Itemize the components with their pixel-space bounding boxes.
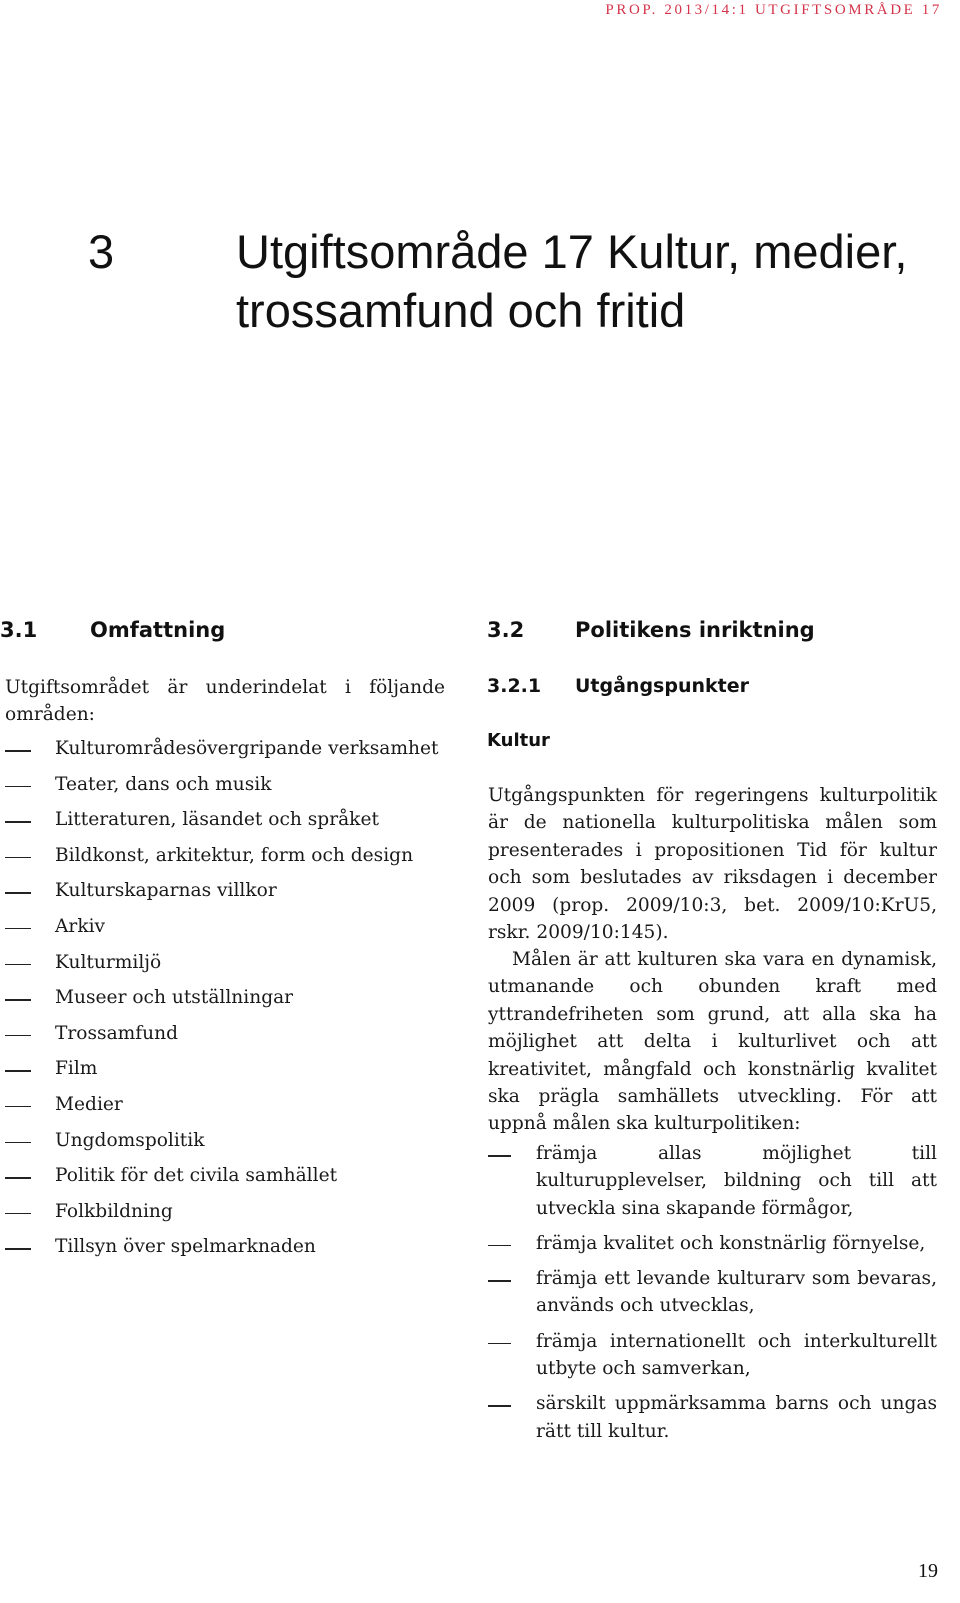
list-item: Teater, dans och musik <box>5 771 445 807</box>
section-3-2-1-title: Utgångspunkter <box>575 675 749 697</box>
chapter-title-line1: Utgiftsområde 17 Kultur, medier, <box>236 225 908 278</box>
dash-bullet <box>5 892 31 894</box>
section-3-2-heading <box>487 616 815 644</box>
dash-bullet <box>5 821 31 823</box>
list-item: Ungdomspolitik <box>5 1127 445 1163</box>
dash-bullet <box>5 750 31 752</box>
section-3-2-1-heading <box>487 673 749 699</box>
dash-bullet <box>5 1106 31 1108</box>
chapter-number: 3 <box>88 225 115 278</box>
dash-bullet <box>5 857 31 859</box>
section-3-1-number: 3.1 <box>0 618 38 642</box>
list-item: Medier <box>5 1091 445 1127</box>
list-item: Folkbildning <box>5 1198 445 1234</box>
dash-bullet <box>5 964 31 966</box>
section-3-2-title: Politikens inriktning <box>575 618 815 642</box>
dash-bullet <box>488 1280 511 1282</box>
dash-bullet <box>5 1213 31 1215</box>
dash-bullet <box>488 1343 511 1345</box>
dash-bullet <box>488 1405 511 1407</box>
section-3-1-title: Omfattning <box>90 618 226 642</box>
list-item: Kulturmiljö <box>5 949 445 985</box>
goals-list <box>488 1140 937 1453</box>
list-item: främja internationellt och interkulturellt utbyte och samverkan, <box>488 1328 937 1383</box>
list-item: främja ett levande kulturarv som bevaras, används och utvecklas, <box>488 1265 937 1320</box>
list-item: Museer och utställningar <box>5 984 445 1020</box>
list-item: främja allas möjlighet till kulturupplevelser, bildning och till att utveckla sina skapande förmågor, <box>488 1140 937 1222</box>
kultur-heading: Kultur <box>487 730 550 751</box>
dash-bullet <box>5 1070 31 1072</box>
dash-bullet <box>5 1248 31 1250</box>
paragraph-goals: Målen är att kulturen ska vara en dynamisk, utmanande och obunden kraft med yttrandefriheten som grund, att alla ska ha möjlighet att delta i kulturlivet och att kreativitet, mångfald och konstnärlig kvalitet ska prägla samhällets utveckling. För att uppnå målen ska kulturpolitiken: <box>488 949 937 1135</box>
section-3-1-heading <box>0 616 225 644</box>
dash-bullet <box>5 999 31 1001</box>
list-item: främja kvalitet och konstnärlig förnyelse, <box>488 1230 937 1257</box>
section-3-1-intro: Utgiftsområdet är underindelat i följande områden: <box>5 677 445 726</box>
running-header: PROP. 2013/14:1 UTGIFTSOMRÅDE 17 <box>605 2 942 18</box>
page-number: 19 <box>918 1560 938 1582</box>
section-3-2-number: 3.2 <box>487 618 525 642</box>
list-item: Film <box>5 1055 445 1091</box>
list-item: Trossamfund <box>5 1020 445 1056</box>
list-item: Politik för det civila samhället <box>5 1162 445 1198</box>
list-item: Tillsyn över spelmarknaden <box>5 1233 445 1269</box>
dash-bullet <box>5 1035 31 1037</box>
dash-bullet <box>5 1142 31 1144</box>
dash-bullet <box>488 1245 511 1247</box>
chapter-title-line2: trossamfund och fritid <box>236 284 686 337</box>
dash-bullet <box>488 1155 511 1157</box>
scope-list <box>5 735 445 1269</box>
list-item: Kulturområdesövergripande verksamhet <box>5 735 445 771</box>
list-item: Litteraturen, läsandet och språket <box>5 806 445 842</box>
dash-bullet <box>5 928 31 930</box>
chapter-title <box>88 222 948 340</box>
dash-bullet <box>5 786 31 788</box>
dash-bullet <box>5 1177 31 1179</box>
list-item: Bildkonst, arkitektur, form och design <box>5 842 445 878</box>
section-3-2-1-number: 3.2.1 <box>487 675 542 697</box>
paragraph-starting-points: Utgångspunkten för regeringens kulturpolitik är de nationella kulturpolitiska målen som presenterades i propositionen Tid för kultur och som beslutades av riksdagen i december 2009 (prop. 2009/10:3, bet. 2009/10:KrU5, rskr. 2009/10:145). <box>488 785 937 944</box>
list-item: Arkiv <box>5 913 445 949</box>
list-item: Kulturskaparnas villkor <box>5 877 445 913</box>
list-item: särskilt uppmärksamma barns och ungas rätt till kultur. <box>488 1390 937 1445</box>
